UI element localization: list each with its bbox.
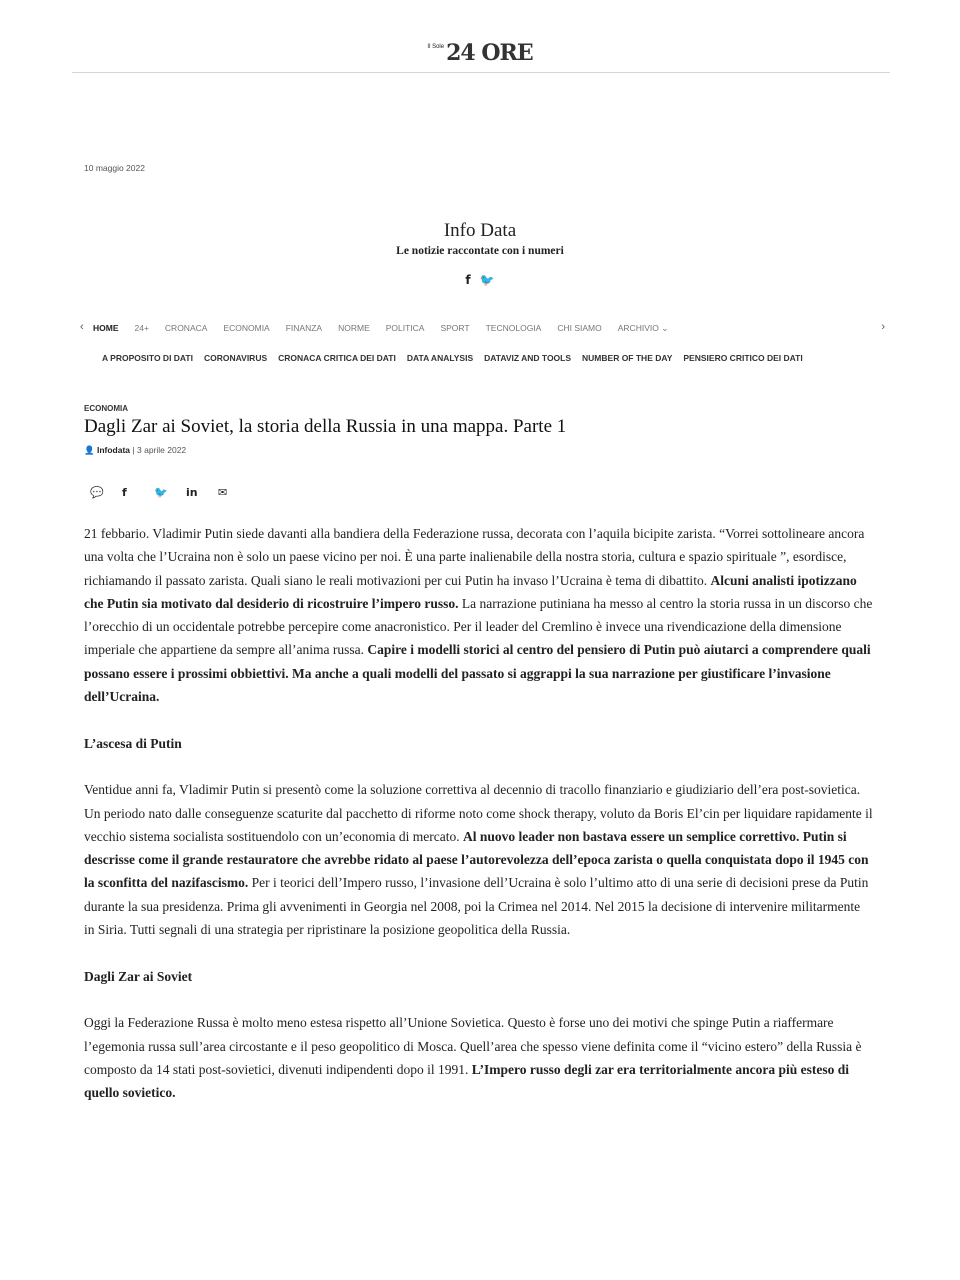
article-author[interactable]: Infodata [96, 445, 131, 455]
subnav-item[interactable]: CRONACA CRITICA DEI DATI [278, 353, 396, 363]
comment-icon[interactable]: 💬 [90, 486, 104, 499]
subnav-item[interactable]: CORONAVIRUS [204, 353, 268, 363]
facebook-icon[interactable]: f [465, 273, 471, 287]
nav-item-finanza[interactable]: FINANZA [285, 323, 323, 333]
byline-separator: | [132, 445, 135, 455]
subnav-item[interactable]: DATA ANALYSIS [406, 353, 474, 363]
secondary-nav [102, 353, 814, 363]
article-byline [84, 445, 186, 456]
header-divider [72, 72, 890, 73]
nav-item-24plus[interactable]: 24+ [134, 323, 149, 333]
nav-item-sport[interactable]: SPORT [440, 323, 470, 333]
section-heading: L’ascesa di Putin [84, 735, 182, 751]
nav-item-home[interactable]: HOME [93, 323, 119, 333]
email-share-icon[interactable]: ✉ [218, 486, 228, 499]
nav-item-cronaca[interactable]: CRONACA [164, 323, 208, 333]
subnav-item[interactable]: NUMBER OF THE DAY [582, 353, 673, 363]
masthead-logo[interactable] [0, 40, 960, 66]
section-heading: Dagli Zar ai Soviet [84, 968, 193, 984]
logo-prefix: Il Sole [427, 44, 445, 50]
nav-item-chi-siamo[interactable]: CHI SIAMO [557, 323, 602, 333]
twitter-icon[interactable]: 🐦 [479, 273, 495, 287]
article-paragraph: 21 febbario. Vladimir Putin siede davanti alla bandiera della Federazione russa, decorata con l’aquila bicipite zarista. “Vorrei sottolineare ancora una volta che l’Ucraina non è solo un paese vicino per noi. È una parte inalienabile della nostra storia, cultura e spazio spirituale ”, esordisce, richiamando il passato zarista. Quali siano le reali motivazioni per cui Putin ha invaso l’Ucraina è tema di dibattito. Alcuni analisti ipotizzano che Putin sia motivato dal desiderio di ricostruire l’impero russo. La narrazione putiniana ha messo al centro la storia russa in un discorso che l’orecchio di un occidentale potrebbe percepire come anacronistico. Per il leader del Cremlino è invece una rivendicazione della dimensione imperiale che appartiene da sempre all’anima russa. Capire i modelli storici al centro del pensiero di Putin può aiutarci a comprendere quali possano essere i prossimi obbiettivi. Ma anche a quali modelli del passato si aggrappi la sua narrazione per giustificare l’invasione dell’Ucraina. [84, 526, 873, 705]
nav-item-economia[interactable]: ECONOMIA [223, 323, 270, 333]
article-body [84, 522, 874, 1128]
nav-item-tecnologia[interactable]: TECNOLOGIA [485, 323, 542, 333]
current-date: 10 maggio 2022 [84, 163, 145, 173]
article-title: Dagli Zar ai Soviet, la storia della Russia in una mappa. Parte 1 [84, 416, 567, 437]
primary-nav [80, 323, 885, 337]
blog-tagline: Le notizie raccontate con i numeri [396, 245, 564, 257]
nav-item-archivio[interactable]: ARCHIVIO ⌄ [617, 323, 669, 333]
author-icon: 👤 [84, 445, 95, 455]
article-category[interactable]: ECONOMIA [84, 404, 128, 413]
subnav-item[interactable]: PENSIERO CRITICO DEI DATI [683, 353, 803, 363]
share-bar [90, 486, 250, 499]
logo-text: 24 ORE [446, 40, 533, 66]
nav-item-politica[interactable]: POLITICA [385, 323, 425, 333]
subnav-item[interactable]: A PROPOSITO DI DATI [102, 353, 193, 363]
twitter-share-icon[interactable]: 🐦 [154, 486, 168, 499]
subnav-item[interactable]: DATAVIZ AND TOOLS [484, 353, 572, 363]
nav-item-norme[interactable]: NORME [338, 323, 370, 333]
article-date: 3 aprile 2022 [137, 445, 187, 455]
blog-title[interactable]: Info Data [443, 220, 517, 241]
article-paragraph: Oggi la Federazione Russa è molto meno estesa rispetto all’Unione Sovietica. Questo è forse uno dei motivi che spinge Putin a riaffermare l’egemonia russa sull’area circostante e il peso geopolitico di Mosca. Quell’area che spesso viene definita come il “vicino estero” della Russia è composto da 14 stati post-sovietici, divenuti indipendenti dopo il 1991. L’Impero russo degli zar era territorialmente ancora più esteso di quello sovietico. [84, 1015, 862, 1101]
facebook-share-icon[interactable]: f [122, 486, 127, 499]
nav-next-chevron-icon[interactable]: › [881, 321, 885, 333]
linkedin-share-icon[interactable]: in [186, 486, 198, 499]
nav-prev-chevron-icon[interactable]: ‹ [80, 321, 84, 333]
article-paragraph: Ventidue anni fa, Vladimir Putin si presentò come la soluzione correttiva al decennio di tracollo finanziario e giudiziario dell’era post-sovietica. Un periodo nato dalle conseguenze scaturite dal pacchetto di riforme noto come shock therapy, voluto da Boris El’cin per liquidare rapidamente il vecchio sistema socialista sostituendolo con un’economia di mercato. Al nuovo leader non bastava essere un semplice correttivo. Putin si descrisse come il grande restauratore che avrebbe ridato al paese l’autorevolezza dell’epoca zarista o quella conquistata dopo il 1945 con la sconfitta del nazifascismo. Per i teorici dell’Impero russo, l’invasione dell’Ucraina è solo l’ultimo atto di una serie di decisioni prese da Putin durante la sua presidenza. Prima gli avvenimenti in Georgia nel 2008, poi la Crimea nel 2014. Nel 2015 la decisione di intervenire militarmente in Siria. Tutti segnali di una strategia per ripristinare la posizione geopolitica della Russia. [84, 782, 873, 938]
social-links [0, 273, 960, 288]
